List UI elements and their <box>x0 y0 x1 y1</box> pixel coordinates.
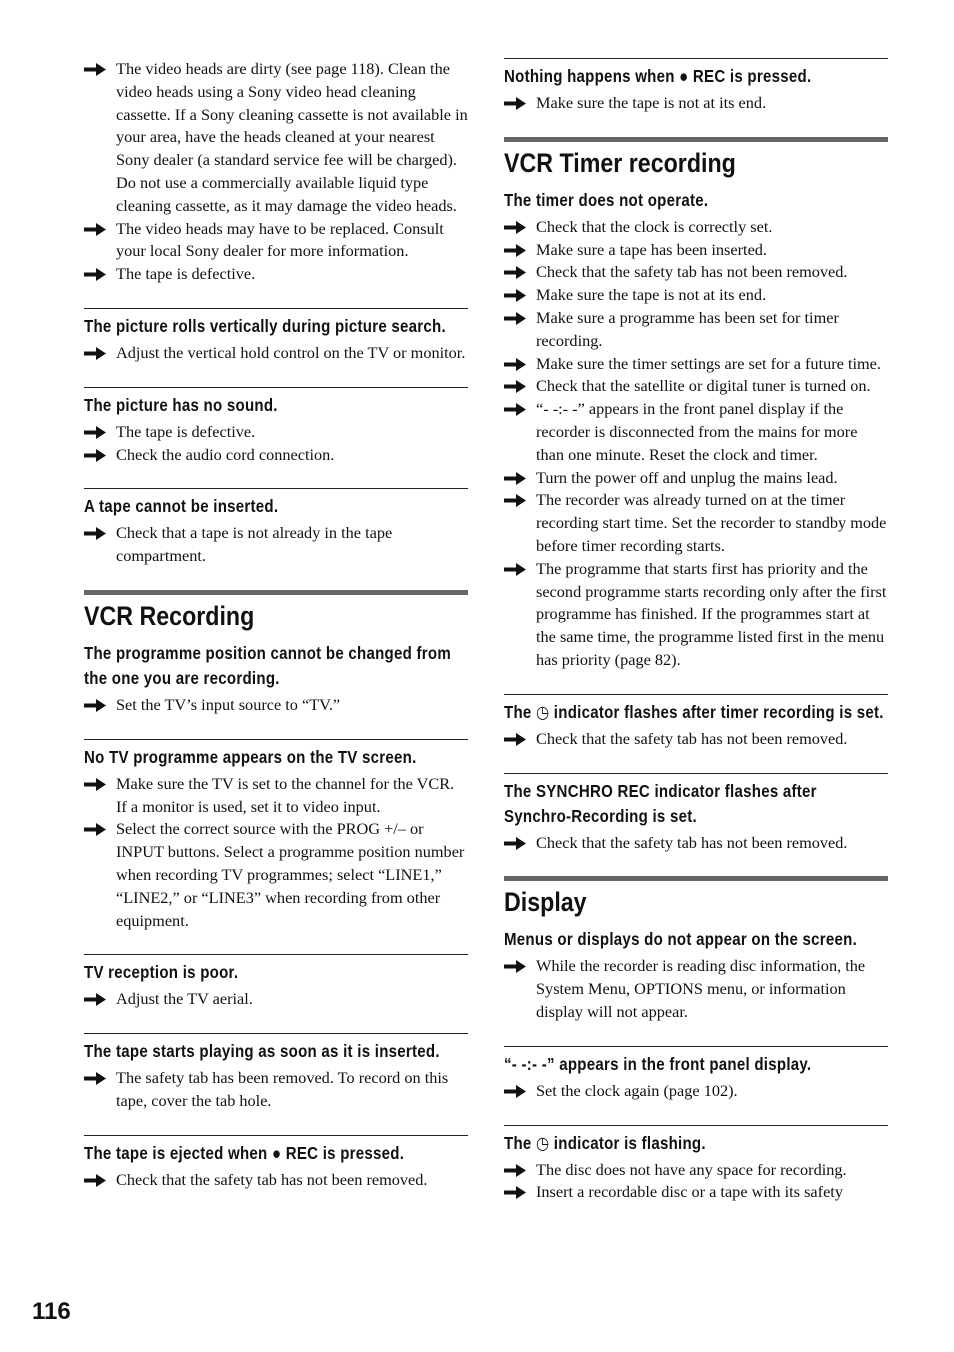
arrow-right-icon <box>504 244 526 257</box>
solution-item <box>504 832 888 855</box>
solution-item <box>504 375 888 398</box>
topic-heading: The programme position cannot be changed from the one you are recording. <box>84 642 451 688</box>
topic-heading: The ◷ indicator flashes after timer recording is set. <box>504 701 884 722</box>
section-title-vcr-recording <box>84 590 468 633</box>
topic-the-programme-position-cannot-be-changed <box>84 641 468 717</box>
arrow-right-icon <box>504 358 526 371</box>
solution-text: Make sure the tape is not at its end. <box>536 285 767 305</box>
solution-text: Adjust the vertical hold control on the TV or monitor. <box>116 342 466 362</box>
solution-item <box>84 421 468 444</box>
topic-heading: The picture has no sound. <box>84 394 278 415</box>
arrow-right-icon <box>504 97 526 110</box>
arrow-right-icon <box>504 380 526 393</box>
section-title-text: VCR Recording <box>84 600 255 631</box>
solution-item <box>504 353 888 376</box>
topic-the-picture-rolls-vertically-during-pict <box>84 308 468 365</box>
solution-item <box>504 1080 888 1103</box>
solution-text: “- -:- -” appears in the front panel display if the recorder is disconnected from the mains for more than one minute. Reset the clock and timer. <box>536 399 858 464</box>
solution-item <box>84 263 468 286</box>
arrow-right-icon <box>84 223 106 236</box>
solution-text: Set the TV’s input source to “TV.” <box>116 694 341 714</box>
solution-text: Check that the clock is correctly set. <box>536 216 773 236</box>
arrow-right-icon <box>84 426 106 439</box>
solution-text: Check that the safety tab has not been removed. <box>116 1169 428 1189</box>
solution-item <box>504 955 888 1023</box>
arrow-right-icon <box>504 1085 526 1098</box>
solution-item <box>504 728 888 751</box>
arrow-right-icon <box>84 699 106 712</box>
arrow-right-icon <box>504 494 526 507</box>
right-column <box>504 58 888 1226</box>
topic-the-picture-has-no-sound <box>84 387 468 467</box>
solution-item <box>504 467 888 490</box>
solution-text: The programme that starts first has priority and the second programme starts recording only after the first programme has finished. If the programmes start at the same time, the programme listed first in the menu has priority (page 82). <box>536 558 887 669</box>
topic-heading: No TV programme appears on the TV screen. <box>84 746 417 767</box>
arrow-right-icon <box>504 733 526 746</box>
solution-text: The tape is defective. <box>116 421 256 441</box>
section-title-vcr-timer-recording <box>504 137 888 180</box>
topic-heading: TV reception is poor. <box>84 962 239 983</box>
solution-text: Make sure a tape has been inserted. <box>536 239 768 259</box>
solution-text: Check the audio cord connection. <box>116 444 335 464</box>
solution-text: While the recorder is reading disc information, the System Menu, OPTIONS menu, or information display will not appear. <box>536 956 866 1021</box>
solution-item <box>504 398 888 466</box>
solution-text: Check that the safety tab has not been removed. <box>536 262 848 282</box>
solution-text: Check that the safety tab has not been removed. <box>536 728 848 748</box>
solution-text: Make sure the timer settings are set for a future time. <box>536 353 881 373</box>
arrow-right-icon <box>504 1164 526 1177</box>
arrow-right-icon <box>504 563 526 576</box>
topic-heading: “- -:- -” appears in the front panel display. <box>504 1053 812 1074</box>
topic-no-tv-programme-appears-on-the-tv-screen <box>84 739 468 933</box>
solution-text: Make sure a programme has been set for timer recording. <box>536 307 839 350</box>
arrow-right-icon <box>84 823 106 836</box>
solution-text: The disc does not have any space for recording. <box>536 1159 847 1179</box>
topic-the-tape-starts-playing-as-soon-as-it-is <box>84 1033 468 1113</box>
solution-item <box>84 1169 468 1192</box>
topic-menus-or-displays-do-not-appear-on-the-s <box>504 927 888 1023</box>
solution-text: Check that the satellite or digital tuner is turned on. <box>536 376 871 396</box>
solution-text: The recorder was already turned on at the timer recording start time. Set the recorder to standby mode before timer recording starts. <box>536 490 887 555</box>
solution-item <box>504 284 888 307</box>
topic-heading: The tape starts playing as soon as it is inserted. <box>84 1041 440 1062</box>
topic-heading: The ◷ indicator is flashing. <box>504 1132 706 1153</box>
solution-text: Adjust the TV aerial. <box>116 989 253 1009</box>
solution-item <box>84 988 468 1011</box>
arrow-right-icon <box>84 347 106 360</box>
solution-item <box>84 694 468 717</box>
arrow-right-icon <box>504 960 526 973</box>
topic-continued <box>84 58 468 286</box>
topic-heading: The timer does not operate. <box>504 189 709 210</box>
arrow-right-icon <box>504 1186 526 1199</box>
topic-heading: Menus or displays do not appear on the screen. <box>504 929 858 950</box>
topic-heading: The tape is ejected when ● REC is pressed. <box>84 1142 405 1163</box>
solution-text: The tape is defective. <box>116 264 256 284</box>
solution-item <box>504 1159 888 1182</box>
arrow-right-icon <box>84 63 106 76</box>
arrow-right-icon <box>504 312 526 325</box>
topic-heading: The picture rolls vertically during picture search. <box>84 315 446 336</box>
solution-item <box>504 558 888 672</box>
solution-item <box>504 239 888 262</box>
arrow-right-icon <box>504 403 526 416</box>
solution-item <box>84 522 468 568</box>
topic-the-indicator-is-flashing <box>504 1125 888 1205</box>
arrow-right-icon <box>504 472 526 485</box>
solution-text: Select the correct source with the PROG +/– or INPUT buttons. Select a programme position number when recording TV programmes; select “LINE1,” “LINE2,” or “LINE3” when recording from other equipment. <box>116 819 465 930</box>
arrow-right-icon <box>84 993 106 1006</box>
arrow-right-icon <box>84 527 106 540</box>
arrow-right-icon <box>504 289 526 302</box>
left-column <box>84 58 468 1214</box>
solution-item <box>84 818 468 932</box>
section-title-text: VCR Timer recording <box>504 147 736 178</box>
solution-text: The safety tab has been removed. To record on this tape, cover the tab hole. <box>116 1068 449 1110</box>
solution-text: Check that the safety tab has not been removed. <box>536 832 848 852</box>
solution-item <box>504 261 888 284</box>
arrow-right-icon <box>84 778 106 791</box>
page-number: 116 <box>32 1298 71 1325</box>
topic-the-indicator-flashes-after-timer-record <box>504 694 888 751</box>
section-title-display <box>504 876 888 919</box>
solution-item <box>84 218 468 264</box>
solution-item <box>504 92 888 115</box>
solution-text: Insert a recordable disc or a tape with its safety <box>536 1182 843 1202</box>
solution-item <box>504 307 888 353</box>
topic-the-synchro-rec-indicator-flashes-after- <box>504 773 888 855</box>
solution-item <box>504 489 888 557</box>
solution-text: Turn the power off and unplug the mains lead. <box>536 467 838 487</box>
topic-appears-in-the-front-panel-display <box>504 1046 888 1103</box>
solution-text: Set the clock again (page 102). <box>536 1080 738 1100</box>
solution-text: The video heads are dirty (see page 118). Clean the video heads using a Sony video head cleaning cassette. If a Sony cleaning cassette is not available in your area, have the heads cleaned at your nearest Sony dealer (a standard service fee will be charged). Do not use a commercially available liquid type cleaning cassette, as it may damage the video heads. <box>116 59 468 215</box>
solution-text: The video heads may have to be replaced. Consult your local Sony dealer for more information. <box>116 218 444 261</box>
arrow-right-icon <box>84 268 106 281</box>
section-title-text: Display <box>504 887 587 918</box>
topic-heading: Nothing happens when ● REC is pressed. <box>504 66 812 86</box>
arrow-right-icon <box>84 1072 106 1085</box>
solution-text: Check that a tape is not already in the tape compartment. <box>116 523 393 566</box>
solution-item <box>504 1181 888 1204</box>
solution-text: Make sure the TV is set to the channel for the VCR. If a monitor is used, set it to video input. <box>116 773 455 816</box>
arrow-right-icon <box>84 449 106 462</box>
solution-item <box>84 444 468 467</box>
arrow-right-icon <box>504 221 526 234</box>
topic-heading: The SYNCHRO REC indicator flashes after Synchro-Recording is set. <box>504 780 817 826</box>
solution-item <box>504 216 888 239</box>
solution-item <box>84 58 468 218</box>
solution-text: Make sure the tape is not at its end. <box>536 93 767 112</box>
solution-item <box>84 342 468 365</box>
solution-item <box>84 1067 468 1113</box>
arrow-right-icon <box>84 1174 106 1187</box>
topic-tv-reception-is-poor <box>84 954 468 1011</box>
topic-the-tape-is-ejected-when-rec-is-pressed <box>84 1135 468 1192</box>
topic-nothing-happens-when-rec-is-pressed <box>504 58 888 115</box>
topic-heading: A tape cannot be inserted. <box>84 496 279 517</box>
topic-a-tape-cannot-be-inserted <box>84 488 468 568</box>
topic-the-timer-does-not-operate <box>504 188 888 672</box>
arrow-right-icon <box>504 266 526 279</box>
solution-item <box>84 773 468 819</box>
arrow-right-icon <box>504 837 526 850</box>
